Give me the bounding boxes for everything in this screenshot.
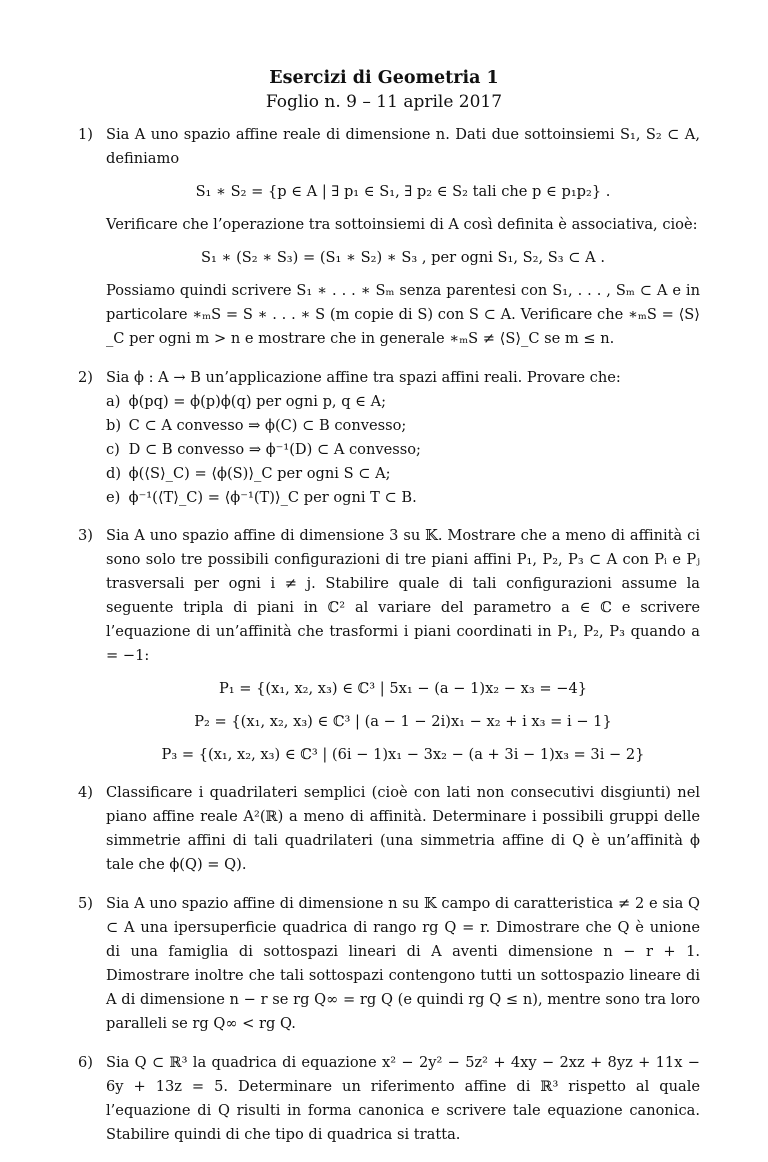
exercise-number: 1) (78, 126, 93, 143)
exercise-3 (78, 524, 700, 767)
exercise-text: Sia A uno spazio affine di dimensione n su 𝕂 campo di caratteristica ≠ 2 e sia Q ⊂ A una ipersuperficie quadrica di rango rg Q = r. Dimostrare che Q è unione di una famiglia di sottospazi lineari di A aventi dimensione n − r + 1. Dimostrare inoltre che tali sottospazi contengono tutti un sottospazio lineare di A di dimensione n − r se rg Q∞ = rg Q (e quindi rg Q ≤ n), mentre sono tra loro paralleli se rg Q∞ < rg Q. (106, 895, 700, 1032)
sub-item-label: e) (106, 489, 121, 506)
sub-item-label: a) (106, 393, 121, 410)
exercise-number: 2) (78, 369, 93, 386)
exercise-1 (78, 123, 700, 351)
sub-item (106, 438, 700, 462)
exercise-text: Sia ϕ : A → B un’applicazione affine tra spazi affini reali. Provare che: (106, 369, 621, 386)
exercise-4 (78, 781, 700, 877)
formula-display: S₁ ∗ (S₂ ∗ S₃) = (S₁ ∗ S₂) ∗ S₃ , per ogni S₁, S₂, S₃ ⊂ A . (201, 249, 605, 266)
exercise-number: 3) (78, 527, 93, 544)
exercise-2 (78, 366, 700, 510)
sub-item-list (106, 390, 700, 510)
sub-item (106, 390, 700, 414)
sub-item-label: d) (106, 465, 122, 482)
sub-item (106, 486, 700, 510)
exercise-list (78, 123, 700, 1162)
sub-item-label: b) (106, 417, 122, 434)
exercise-text: Classificare i quadrilateri semplici (cioè con lati non consecutivi disgiunti) nel piano affine reale A²(ℝ) a meno di affinità. Determinare i possibili gruppi delle simmetrie affini di tali quadrilateri (una simmetria affine di Q è un’affinità ϕ tale che ϕ(Q) = Q). (106, 784, 700, 873)
exercise-number: 6) (78, 1054, 93, 1071)
document-subtitle: Foglio n. 9 – 11 aprile 2017 (265, 92, 503, 112)
exercise-text: Possiamo quindi scrivere S₁ ∗ . . . ∗ Sₘ senza parentesi con S₁, . . . , Sₘ ⊂ A e in particolare ∗ₘS = S ∗ . . . ∗ S (m copie di S) con S ⊂ A. Verificare che ∗ₘS = ⟨S⟩_C per ogni m > n e mostrare che in generale ∗ₘS ≠ ⟨S⟩_C se m ≤ n. (106, 282, 700, 347)
document-header (0, 0, 768, 114)
exercise-number: 5) (78, 895, 93, 912)
exercise-number: 4) (78, 784, 93, 801)
sub-item-text: D ⊂ B convesso ⇒ ϕ⁻¹(D) ⊂ A convesso; (128, 441, 421, 458)
sub-item-text: C ⊂ A convesso ⇒ ϕ(C) ⊂ B convesso; (128, 417, 407, 434)
sub-item-text: ϕ(⟨S⟩_C) = ⟨ϕ(S)⟩_C per ogni S ⊂ A; (128, 465, 391, 482)
plane-equation: P₁ = {(x₁, x₂, x₃) ∈ ℂ³ | 5x₁ − (a − 1)x₂ − x₃ = −4} (218, 680, 588, 697)
sub-item-text: ϕ(pq) = ϕ(p)ϕ(q) per ogni p, q ∈ A; (128, 393, 387, 410)
sub-item-text: ϕ⁻¹(⟨T⟩_C) = ⟨ϕ⁻¹(T)⟩_C per ogni T ⊂ B. (128, 489, 417, 506)
formula-display: S₁ ∗ S₂ = {p ∈ A | ∃ p₁ ∈ S₁, ∃ p₂ ∈ S₂ tali che p ∈ p₁p₂} . (195, 183, 611, 200)
sub-item (106, 414, 700, 438)
exercise-6 (78, 1051, 700, 1147)
exercise-text: Sia A uno spazio affine reale di dimensione n. Dati due sottoinsiemi S₁, S₂ ⊂ A, definiamo (106, 126, 700, 167)
plane-equation: P₃ = {(x₁, x₂, x₃) ∈ ℂ³ | (6i − 1)x₁ − 3x₂ − (a + 3i − 1)x₃ = 3i − 2} (161, 746, 645, 763)
exercise-text: Sia A uno spazio affine di dimensione 3 su 𝕂. Mostrare che a meno di affinità ci sono solo tre possibili configurazioni di tre piani affini P₁, P₂, P₃ ⊂ A con Pᵢ e Pⱼ trasversali per ogni i ≠ j. Stabilire quale di tali configurazioni assume la seguente tripla di piani in ℂ² al variare del parametro a ∈ ℂ e scrivere l’equazione di un’affinità che trasformi i piani coordinati in P₁, P₂, P₃ quando a = −1: (106, 527, 700, 664)
exercise-text: Sia Q ⊂ ℝ³ la quadrica di equazione x² − 2y² − 5z² + 4xy − 2xz + 8yz + 11x − 6y + 13z = 5. Determinare un riferimento affine di ℝ³ rispetto al quale l’equazione di Q risulti in forma canonica e scrivere tale equazione canonica. Stabilire quindi di che tipo di quadrica si tratta. (106, 1054, 700, 1143)
sub-item-label: c) (106, 441, 120, 458)
document-title: Esercizi di Geometria 1 (269, 68, 499, 88)
plane-equation: P₂ = {(x₁, x₂, x₃) ∈ ℂ³ | (a − 1 − 2i)x₁ − x₂ + i x₃ = i − 1} (194, 713, 612, 730)
sub-item (106, 462, 700, 486)
exercise-text: Verificare che l’operazione tra sottoinsiemi di A così definita è associativa, cioè: (106, 216, 698, 233)
exercise-5 (78, 892, 700, 1036)
